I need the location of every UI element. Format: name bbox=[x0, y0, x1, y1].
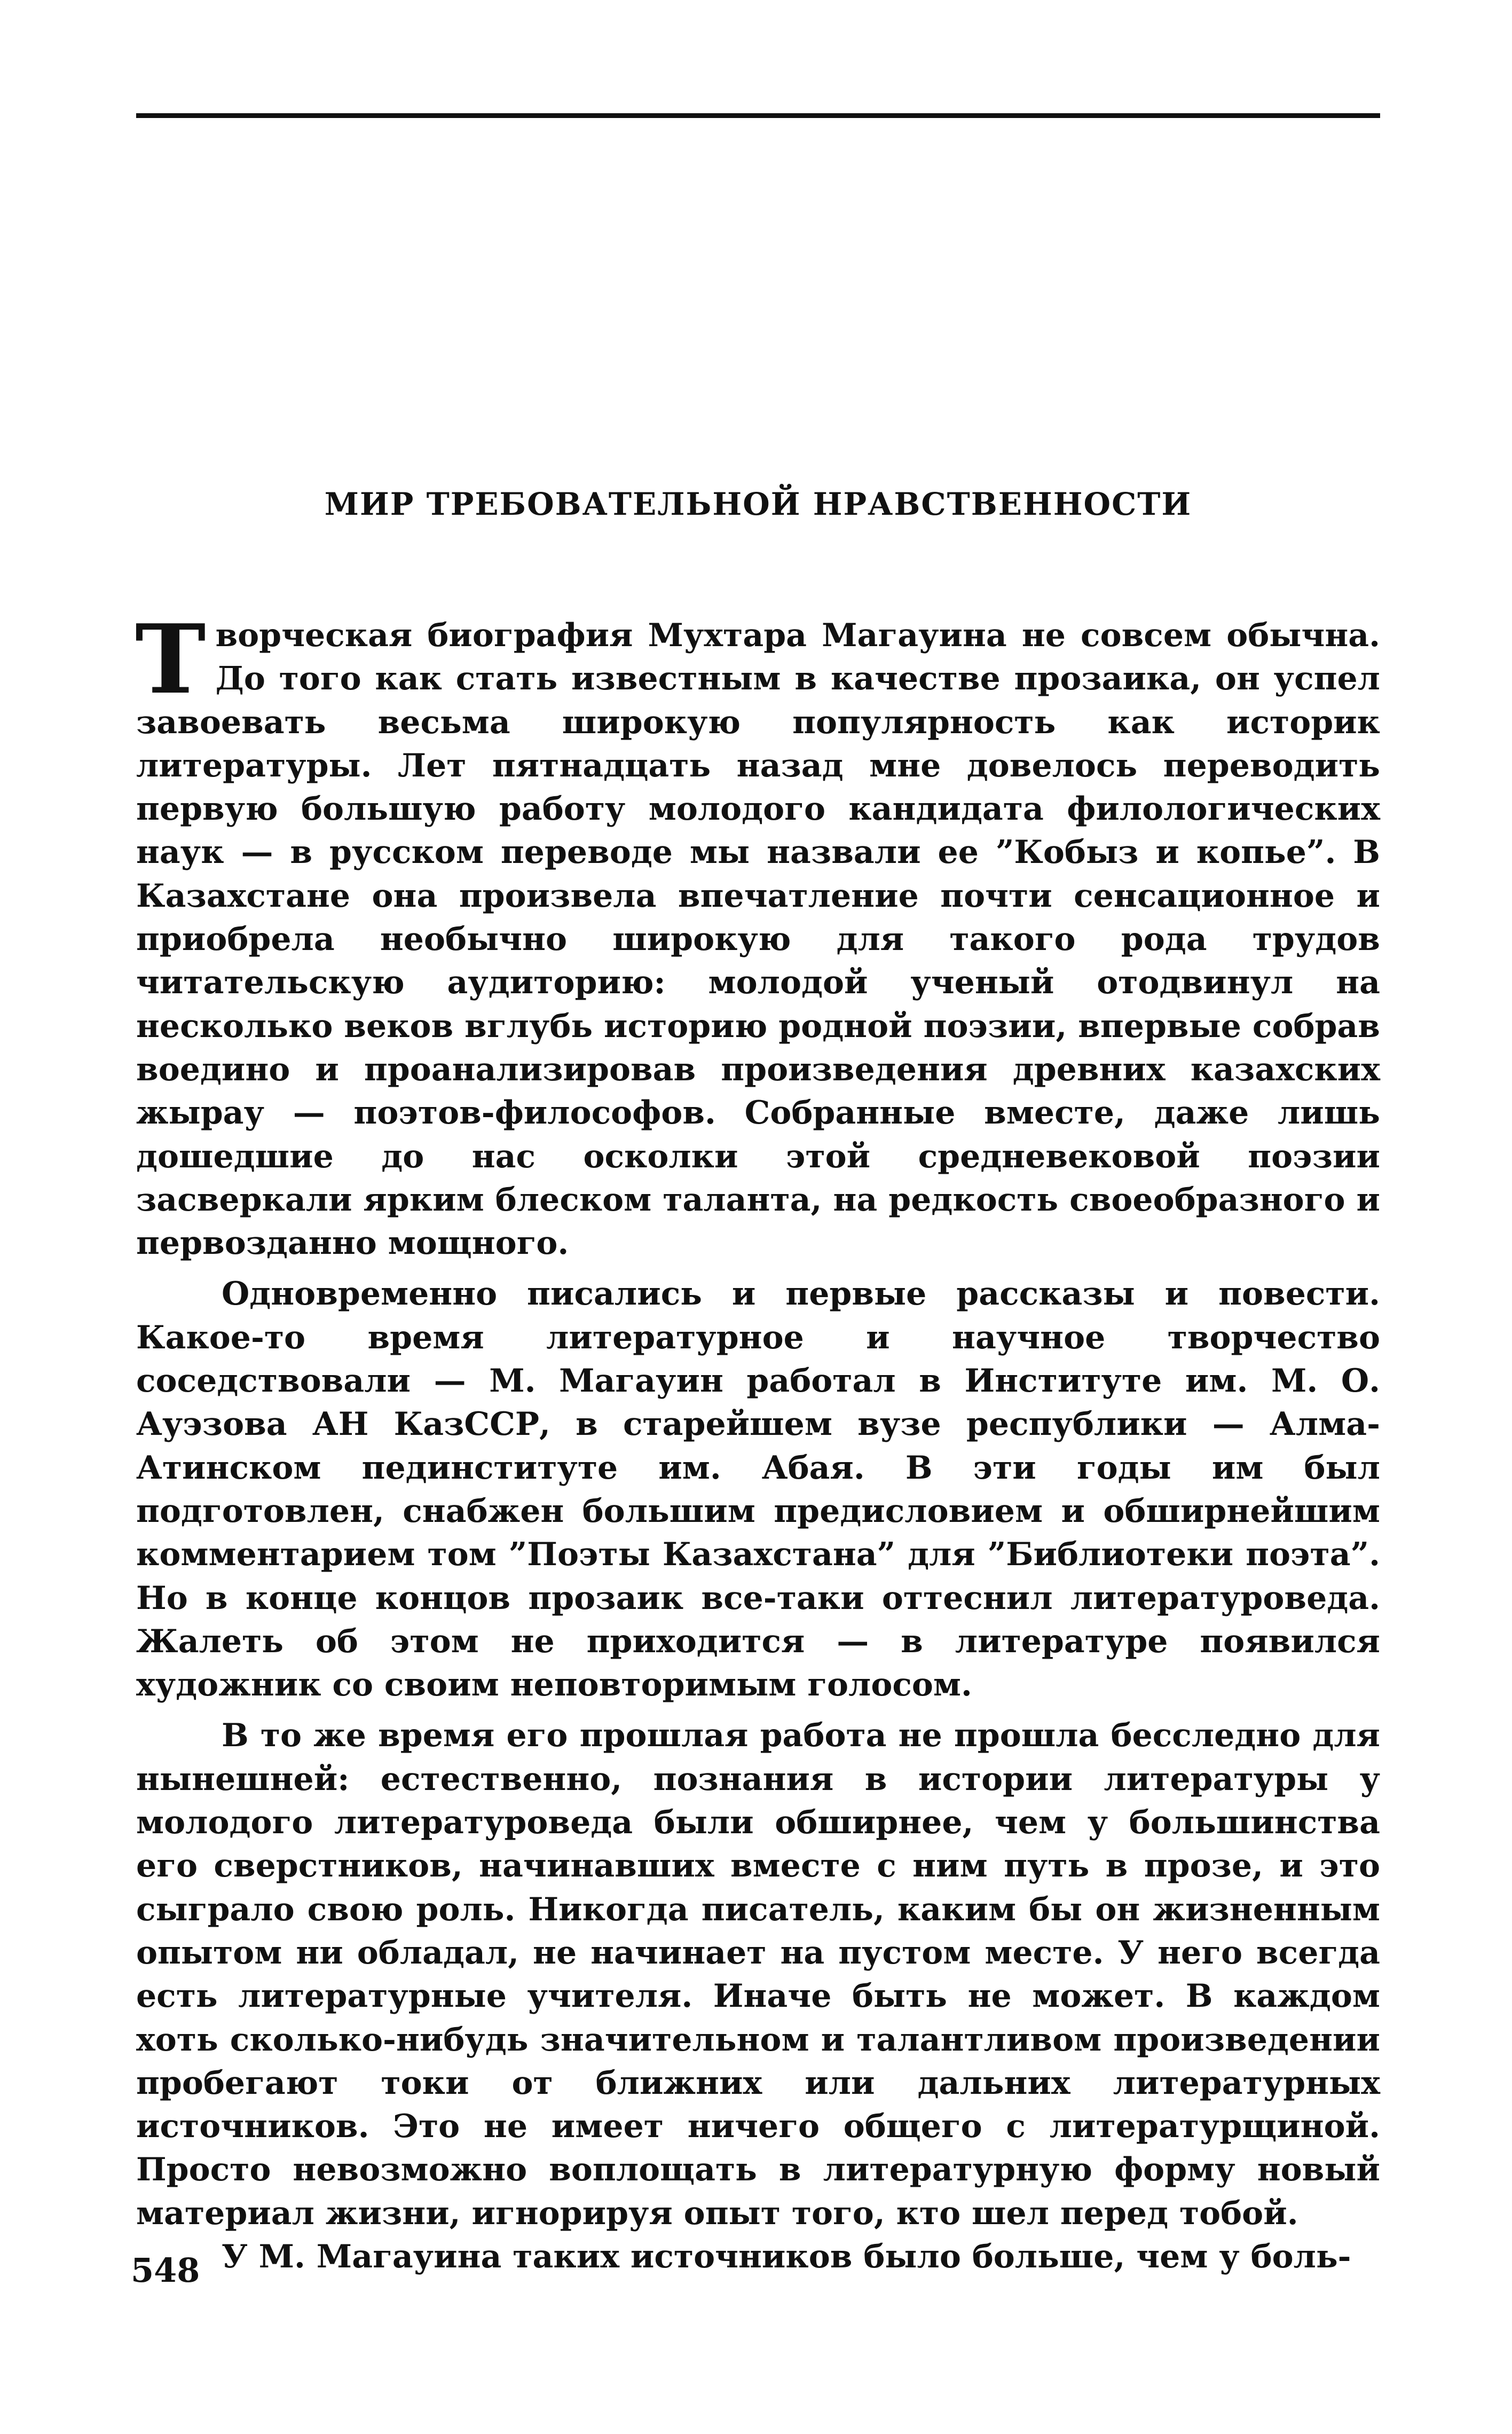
paragraph-1-text: ворческая биография Мухтара Магауина не совсем обычна. До того как стать известным в качестве прозаика, он успел завоевать весьма широкую популярность как историк литературы. Лет пятнадцать назад мне довелось переводить первую большую работу молодого кандидата филологических наук — в русском переводе мы назвали ее ”Кобыз и копье”. В Казахстане она произвела впечатление почти сенсационное и приобрела необычно широкую для такого рода трудов читательскую аудиторию: молодой ученый отодвинул на несколько веков вглубь историю родной поэзии, впервые собрав воедино и проанализировав произведения древних казахских жырау — поэтов-философов. Собранные вместе, даже лишь дошедшие до нас осколки этой средневековой поэзии засверкали ярким блеском таланта, на редкость своеобразного и первозданно мощного. bbox=[136, 617, 1380, 1262]
drop-cap: Т bbox=[135, 603, 206, 715]
top-rule bbox=[136, 113, 1380, 118]
paragraph-3: В то же время его прошлая работа не прошла бесследно для нынешней: естественно, познания в истории литературы у молодого литературоведа были обширнее, чем у большинства его сверстников, начинавших вместе с ним путь в прозе, и это сыграло свою роль. Никогда писатель, каким бы он жизненным опытом ни обладал, не начинает на пустом месте. У него всегда есть литературные учителя. Иначе быть не может. В каждом хоть сколько-нибудь значительном и талантливом произведении пробегают токи от ближних или дальних литературных источников. Это не имеет ничего общего с литературщиной. Просто невозможно воплощать в литературную форму новый материал жизни, игнорируя опыт того, кто шел перед тобой. bbox=[136, 1717, 1380, 2232]
paragraph-1 bbox=[135, 603, 1380, 1265]
page-title: МИР ТРЕБОВАТЕЛЬНОЙ НРАВСТВЕННОСТИ bbox=[324, 486, 1192, 522]
paragraph-2: Одновременно писались и первые рассказы и повести. Какое-то время литературное и научное творчество соседствовали — М. Магауин работал в Институте им. М. О. Ауэзова АН КазССР, в старейшем вузе республики — Алма-Атинском пединституте им. Абая. В эти годы им был подготовлен, снабжен большим предисловием и обширнейшим комментарием том ”Поэты Казахстана” для ”Библиотеки поэта”. Но в конце концов прозаик все-таки оттеснил литературоведа. Жалеть об этом не приходится — в литературе появился художник со своим неповторимым голосом. bbox=[136, 1275, 1380, 1704]
paragraph-4: У М. Магауина таких источников было больше, чем у боль- bbox=[222, 2237, 1351, 2275]
body-text bbox=[135, 603, 1380, 2279]
page-number: 548 bbox=[131, 2251, 200, 2290]
